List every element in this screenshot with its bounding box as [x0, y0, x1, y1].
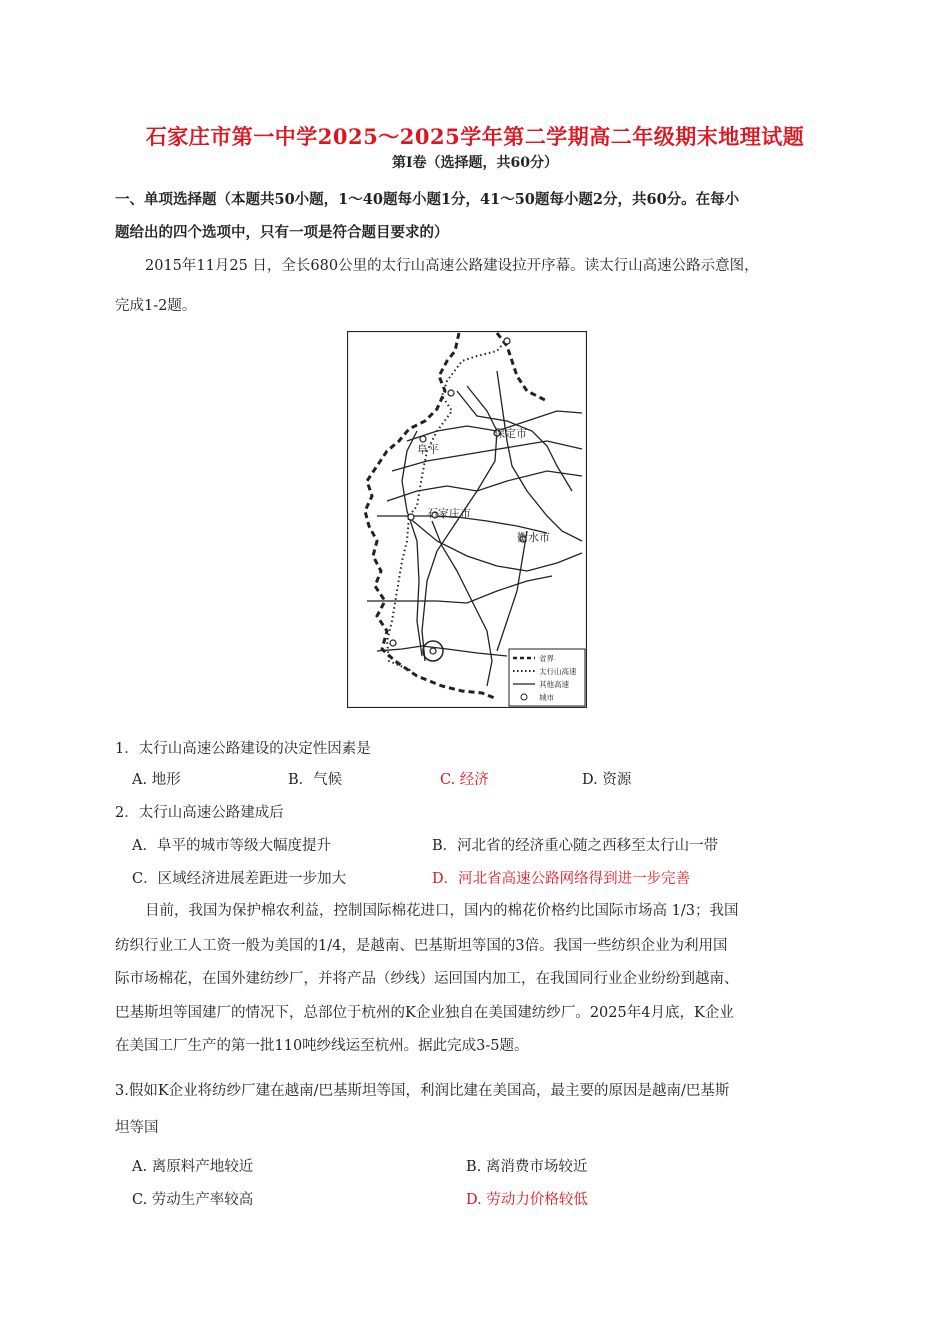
section-subtitle: 第Ⅰ卷（选择题，共60分） — [391, 155, 559, 171]
intro2-line1: 目前，我国为保护棉农利益，控制国际棉花进口，国内的棉花价格约比国际市场高 1/3；我国 — [145, 903, 739, 919]
q3-option-c: C. 劳动生产率较高 — [132, 1192, 254, 1208]
q1-option-a: A. 地形 — [132, 772, 181, 788]
legend-city: 城市 — [539, 693, 554, 702]
q3-option-d-answer: D. 劳动力价格较低 — [466, 1192, 588, 1208]
intro2-line4: 巴基斯坦等国建厂的情况下，总部位于杭州的K企业独自在美国建纺纱厂。2025年4月底，K企业 — [115, 1005, 734, 1021]
legend-boundary: 省界 — [539, 654, 554, 663]
section-instruction-line2: 题给出的四个选项中，只有一项是符合题目要求的） — [115, 224, 449, 241]
taihang-highway-map — [347, 331, 587, 708]
map-label-fuping: 阜平 — [417, 443, 439, 456]
intro2-line2: 纺织行业工人工资一般为美国的1/4，是越南、巴基斯坦等国的3倍。我国一些纺织企业为利用国 — [115, 938, 728, 954]
q2-stem: 2．太行山高速公路建成后 — [115, 805, 284, 821]
q3-option-a: A. 离原料产地较近 — [132, 1159, 254, 1175]
map-legend — [509, 649, 585, 706]
page-title: 石家庄市第一中学2025～2025学年第二学期高二年级期末地理试题 — [145, 124, 805, 149]
map-label-hengshui: 衡水市 — [517, 531, 550, 544]
q1-option-d: D. 资源 — [582, 772, 632, 788]
intro1-line2: 完成1-2题。 — [115, 298, 197, 314]
legend-taihang: 太行山高速 — [539, 667, 577, 676]
map-label-baoding: 保定市 — [494, 427, 527, 440]
q3-stem-line1: 3.假如K企业将纺纱厂建在越南/巴基斯坦等国，利润比建在美国高，最主要的原因是越南/巴基斯 — [115, 1083, 730, 1099]
q1-option-b: B．气候 — [288, 772, 343, 788]
map-label-shijiazhuang: 石家庄市 — [427, 507, 471, 520]
intro1-line1: 2015年11月25 日，全长680公里的太行山高速公路建设拉开序幕。读太行山高速公路示意图， — [145, 258, 759, 274]
section-instruction-line1: 一、单项选择题（本题共50小题，1～40题每小题1分，41～50题每小题2分，共60分。在每小 — [115, 191, 740, 208]
legend-other: 其他高速 — [539, 680, 569, 689]
intro2-line3: 际市场棉花，在国外建纺纱厂，并将产品（纱线）运回国内加工，在我国同行业企业纷纷到越南、 — [115, 971, 739, 987]
q2-option-d-answer: D．河北省高速公路网络得到进一步完善 — [432, 871, 691, 887]
q3-option-b: B. 离消费市场较近 — [466, 1159, 588, 1175]
q2-option-a: A．阜平的城市等级大幅度提升 — [132, 838, 331, 854]
q1-option-c-answer: C. 经济 — [440, 772, 489, 788]
intro2-line5: 在美国工厂生产的第一批110吨纱线运至杭州。据此完成3-5题。 — [115, 1038, 529, 1054]
q2-option-b: B．河北省的经济重心随之西移至太行山一带 — [432, 838, 719, 854]
q2-option-c: C．区域经济进展差距进一步加大 — [132, 871, 347, 887]
q3-stem-line2: 坦等国 — [115, 1120, 159, 1136]
q1-stem: 1．太行山高速公路建设的决定性因素是 — [115, 741, 371, 757]
